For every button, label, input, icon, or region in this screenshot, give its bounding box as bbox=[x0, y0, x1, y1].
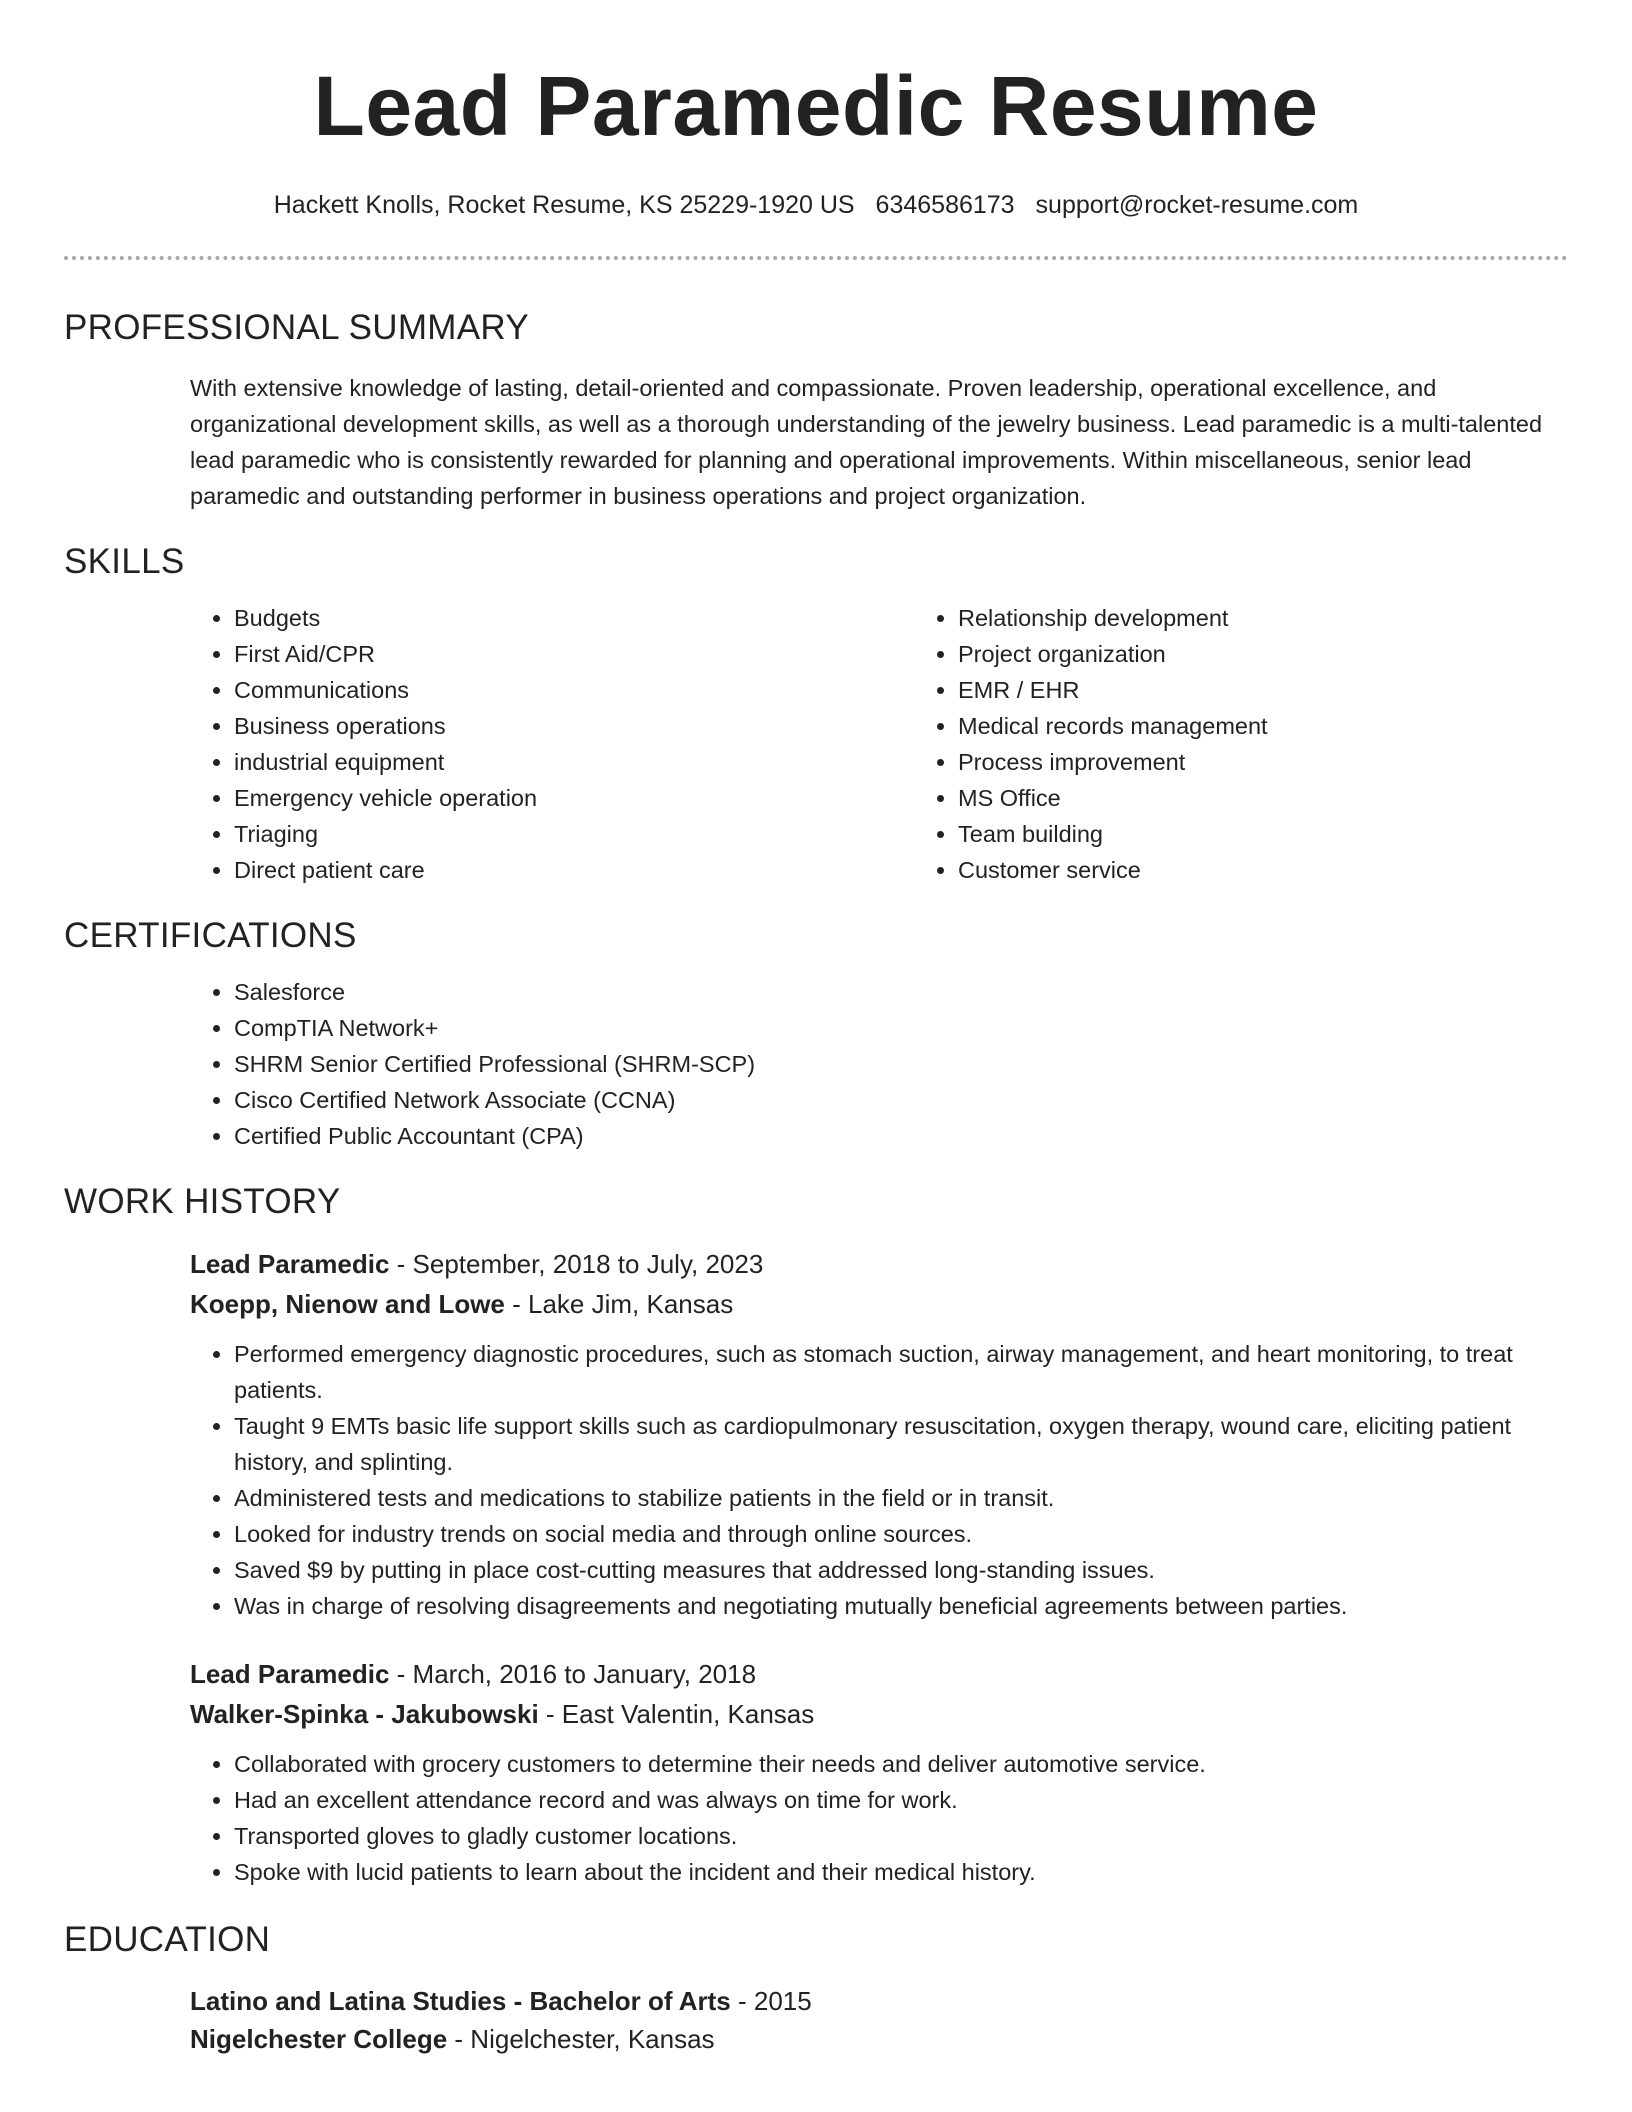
skills-heading: SKILLS bbox=[64, 542, 185, 581]
skill-item: • Budgets bbox=[234, 600, 914, 636]
education-heading: EDUCATION bbox=[64, 1920, 271, 1959]
skills-list-left bbox=[190, 600, 914, 888]
job-entry bbox=[190, 1654, 1568, 1890]
job-bullet: • Transported gloves to gladly customer locations. bbox=[234, 1818, 1568, 1854]
job-title-line bbox=[190, 1244, 1568, 1284]
job-bullet: • Had an excellent attendance record and was always on time for work. bbox=[234, 1782, 1568, 1818]
skill-item: • First Aid/CPR bbox=[234, 636, 914, 672]
skill-item: • Customer service bbox=[958, 852, 1268, 888]
work-section bbox=[64, 1182, 1568, 1890]
skill-item: • Communications bbox=[234, 672, 914, 708]
job-bullet: • Performed emergency diagnostic procedures, such as stomach suction, airway management, and heart monitoring, to treat patients. bbox=[234, 1336, 1568, 1408]
job-bullet: • Taught 9 EMTs basic life support skills such as cardiopulmonary resuscitation, oxygen therapy, wound care, eliciting patient history, and splinting. bbox=[234, 1408, 1568, 1480]
certification-item: • Salesforce bbox=[234, 974, 1568, 1010]
certification-item: • Cisco Certified Network Associate (CCNA) bbox=[234, 1082, 1568, 1118]
skill-item: • Medical records management bbox=[958, 708, 1268, 744]
job-bullets bbox=[190, 1746, 1568, 1890]
summary-heading: PROFESSIONAL SUMMARY bbox=[64, 308, 529, 347]
summary-section bbox=[64, 308, 1568, 514]
job-entry bbox=[190, 1244, 1568, 1624]
skills-list-right bbox=[914, 600, 1268, 888]
skill-item: • Process improvement bbox=[958, 744, 1268, 780]
education-location: - Nigelchester, Kansas bbox=[447, 2024, 715, 2054]
job-company-line bbox=[190, 1694, 1568, 1734]
certifications-section bbox=[64, 916, 1568, 1154]
job-bullets bbox=[190, 1336, 1568, 1624]
skill-item: • Triaging bbox=[234, 816, 914, 852]
skill-item: • industrial equipment bbox=[234, 744, 914, 780]
contact-line bbox=[64, 190, 1568, 220]
job-location: - Lake Jim, Kansas bbox=[504, 1289, 734, 1319]
job-bullet: • Collaborated with grocery customers to determine their needs and deliver automotive service. bbox=[234, 1746, 1568, 1782]
education-school: Nigelchester College bbox=[190, 2024, 448, 2054]
certifications-list bbox=[190, 974, 1568, 1154]
job-title: Lead Paramedic bbox=[190, 1249, 390, 1279]
skill-item: • Project organization bbox=[958, 636, 1268, 672]
certifications-heading: CERTIFICATIONS bbox=[64, 916, 357, 955]
contact-phone: 6346586173 bbox=[875, 191, 1015, 219]
skills-section bbox=[64, 542, 1568, 888]
job-company: Walker-Spinka - Jakubowski bbox=[190, 1699, 539, 1729]
contact-email[interactable]: support@rocket-resume.com bbox=[1035, 191, 1359, 219]
job-title-line bbox=[190, 1654, 1568, 1694]
certification-item: • SHRM Senior Certified Professional (SHRM-SCP) bbox=[234, 1046, 1568, 1082]
job-company-line bbox=[190, 1284, 1568, 1324]
education-school-line bbox=[190, 2020, 1568, 2058]
job-bullet: • Administered tests and medications to stabilize patients in the field or in transit. bbox=[234, 1480, 1568, 1516]
skill-item: • Relationship development bbox=[958, 600, 1268, 636]
work-heading: WORK HISTORY bbox=[64, 1182, 341, 1221]
job-company: Koepp, Nienow and Lowe bbox=[190, 1289, 505, 1319]
summary-text: With extensive knowledge of lasting, detail-oriented and compassionate. Proven leadership, operational excellence, and organizational development skills, as well as a thorough understanding of the jewelry business. Lead paramedic is a multi-talented lead paramedic who is consistently rewarded for planning and operational improvements. Within miscellaneous, senior lead paramedic and outstanding performer in business operations and project organization. bbox=[190, 375, 1543, 509]
contact-address: Hackett Knolls, Rocket Resume, KS 25229-1920 US bbox=[273, 191, 855, 219]
education-degree-line bbox=[190, 1982, 1568, 2020]
header-divider bbox=[64, 256, 1568, 260]
skill-item: • Business operations bbox=[234, 708, 914, 744]
education-degree: Latino and Latina Studies - Bachelor of Arts bbox=[190, 1986, 731, 2016]
job-bullet: • Was in charge of resolving disagreements and negotiating mutually beneficial agreements between parties. bbox=[234, 1588, 1568, 1624]
job-location: - East Valentin, Kansas bbox=[538, 1699, 815, 1729]
skill-item: • Emergency vehicle operation bbox=[234, 780, 914, 816]
skill-item: • EMR / EHR bbox=[958, 672, 1268, 708]
education-section bbox=[64, 1920, 1568, 2058]
job-bullet: • Looked for industry trends on social media and through online sources. bbox=[234, 1516, 1568, 1552]
job-dates: - March, 2016 to January, 2018 bbox=[389, 1659, 757, 1689]
skill-item: • Direct patient care bbox=[234, 852, 914, 888]
job-bullet: • Spoke with lucid patients to learn about the incident and their medical history. bbox=[234, 1854, 1568, 1890]
certification-item: • Certified Public Accountant (CPA) bbox=[234, 1118, 1568, 1154]
skill-item: • Team building bbox=[958, 816, 1268, 852]
certification-item: • CompTIA Network+ bbox=[234, 1010, 1568, 1046]
education-year: - 2015 bbox=[730, 1986, 812, 2016]
job-bullet: • Saved $9 by putting in place cost-cutting measures that addressed long-standing issues. bbox=[234, 1552, 1568, 1588]
page-title: Lead Paramedic Resume bbox=[313, 59, 1319, 153]
job-title: Lead Paramedic bbox=[190, 1659, 390, 1689]
skill-item: • MS Office bbox=[958, 780, 1268, 816]
job-dates: - September, 2018 to July, 2023 bbox=[389, 1249, 764, 1279]
